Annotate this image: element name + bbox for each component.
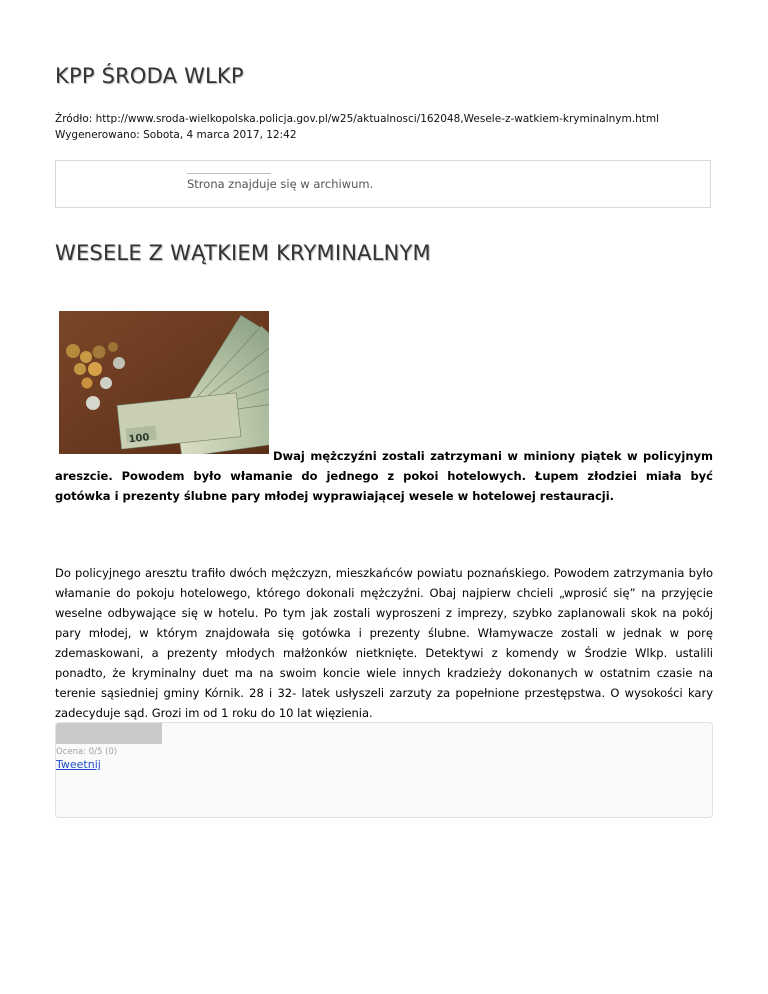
article-lead [55,446,713,506]
archive-notice: Strona znajduje się w archiwum. [187,177,374,191]
banknotes-and-coins-photo-icon [59,311,269,454]
article-title: WESELE Z WĄTKIEM KRYMINALNYM [55,241,431,265]
rating-panel [55,722,713,818]
archive-divider [187,173,271,174]
article-lead-text: Dwaj mężczyźni zostali zatrzymani w miniony piątek w policyjnym areszcie. Powodem było włamanie do jednego z pokoi hotelowych. Łupem złodziei miała być gotówka i prezenty ślubne pary młodej wyprawiającej wesele w hotelowej restauracji. [55,449,713,503]
site-title: KPP ŚRODA WLKP [55,64,244,88]
generated-date-line: Wygenerowano: Sobota, 4 marca 2017, 12:42 [55,129,297,141]
rating-stars-bar[interactable] [56,723,162,744]
source-url-line: Źródło: http://www.sroda-wielkopolska.policja.gov.pl/w25/aktualnosci/162048,Wesele-z-watkiem-kryminalnym.html [55,113,659,125]
tweet-link[interactable]: Tweetnij [56,758,101,771]
banknote-label: 100 [128,432,151,446]
archive-notice-box [55,160,711,208]
article-body: Do policyjnego aresztu trafiło dwóch mężczyzn, mieszkańców powiatu poznańskiego. Powodem zatrzymania było włamanie do pokoju hotelowego, którego dokonali mężczyźni. Obaj najpierw chcieli „wprosić się” na przyjęcie weselne odbywające się w hotelu. Po tym jak zostali wyproszeni z imprezy, szybko zaplanowali skok na pokój pary młodej, w którym znajdowała się gotówka i prezenty ślubne. Włamywacze zostali w jednak w porę zdemaskowani, a prezenty młodych małżonków nietknięte. Detektywi z komendy w Środzie Wlkp. ustalili ponadto, że kryminalny duet ma na swoim koncie wiele innych kradzieży dokonanych w ostatnim czasie na terenie sąsiedniej gminy Kórnik. 28 i 32- latek usłyszeli zarzuty za popełnione przestępstwa. O wysokości kary zadecyduje sąd. Grozi im od 1 roku do 10 lat więzienia. [55,566,713,720]
rating-text: Ocena: 0/5 (0) [56,747,118,757]
document-meta [55,111,659,143]
